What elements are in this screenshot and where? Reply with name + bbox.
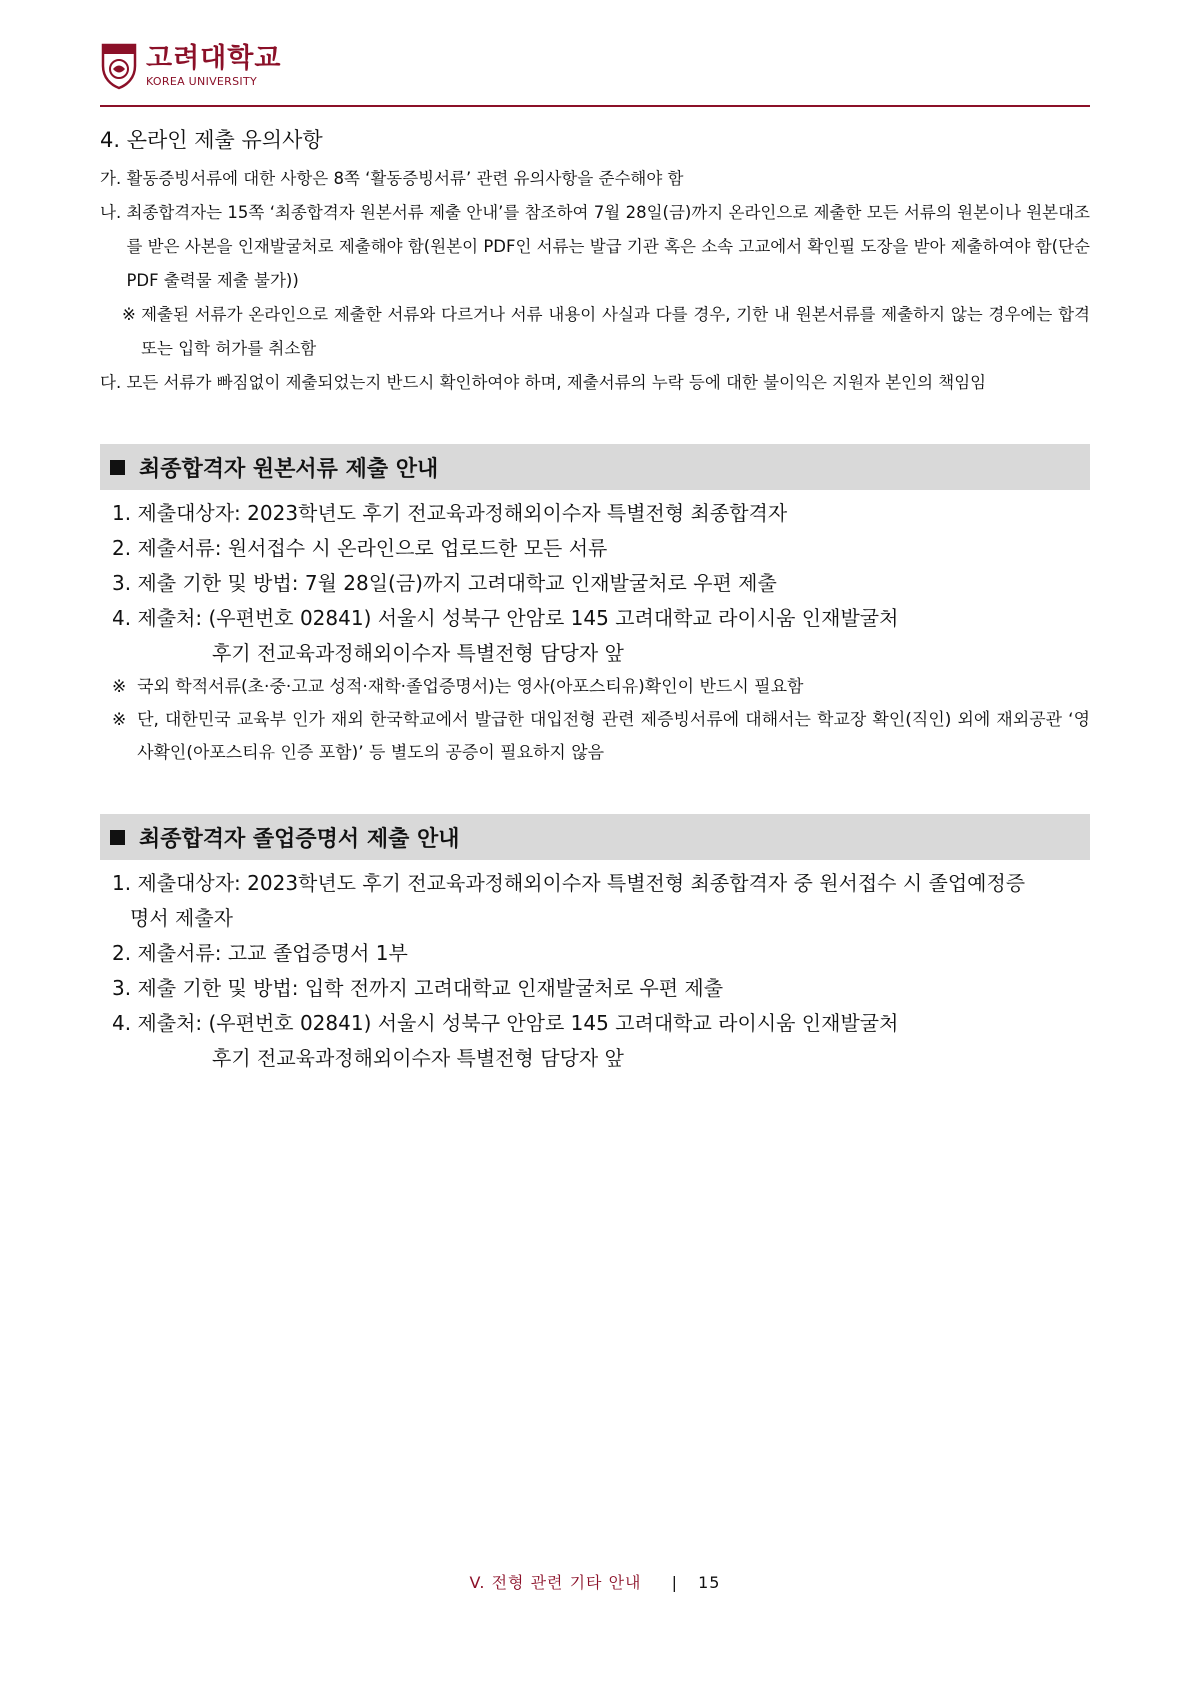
list-text: 제출서류: 원서접수 시 온라인으로 업로드한 모든 서류 [137, 536, 608, 560]
list-text: 제출 기한 및 방법: 7월 28일(금)까지 고려대학교 인재발굴처로 우편 제출 [137, 571, 777, 595]
section-header-graduation-certificate [100, 814, 1090, 860]
list-text: 제출처: (우편번호 02841) 서울시 성북구 안암로 145 고려대학교 라이시움 인재발굴처 [137, 606, 899, 630]
square-bullet-icon [110, 460, 125, 475]
note-text: 단, 대한민국 교육부 인가 재외 한국학교에서 발급한 대입전형 관련 제증빙서류에 대해서는 학교장 확인(직인) 외에 재외공관 ‘영사확인(아포스티유 인증 포함)’ 등 별도의 공증이 필요하지 않음 [137, 710, 1090, 763]
list-marker: 3. [112, 571, 138, 595]
logo-korean-name: 고려대학교 [146, 43, 282, 74]
list-marker: 나. [100, 203, 127, 222]
list-item [100, 971, 1090, 1006]
section-title: 최종합격자 원본서류 제출 안내 [139, 456, 439, 482]
address-recipient-line: 후기 전교육과정해외이수자 특별전형 담당자 앞 [212, 641, 624, 665]
page-content [100, 124, 1090, 1076]
footer-separator: | [671, 1573, 678, 1592]
page-footer [0, 1570, 1190, 1593]
list-text: 제출서류: 고교 졸업증명서 1부 [137, 941, 408, 965]
online-notes-title: 4. 온라인 제출 유의사항 [100, 128, 323, 152]
list-text: 모든 서류가 빠짐없이 제출되었는지 반드시 확인하여야 하며, 제출서류의 누락 등에 대한 불이익은 지원자 본인의 책임임 [126, 373, 987, 392]
online-notes-list [100, 162, 1090, 400]
section-title: 최종합격자 졸업증명서 제출 안내 [139, 826, 460, 852]
list-marker: 2. [112, 536, 138, 560]
list-marker: 3. [112, 976, 138, 1000]
section-header-original-documents [100, 444, 1090, 490]
logo-english-name: KOREA UNIVERSITY [146, 75, 257, 88]
list-text-continuation: 명서 제출자 [130, 906, 233, 930]
note-item [112, 671, 1090, 704]
list-text: 제출대상자: 2023학년도 후기 전교육과정해외이수자 특별전형 최종합격자 중 원서접수 시 졸업예정증 [137, 871, 1026, 895]
graduation-certificate-list [100, 866, 1090, 1076]
list-item [100, 298, 1090, 366]
note-marker: ※ [112, 677, 138, 697]
list-text: 제출된 서류가 온라인으로 제출한 서류와 다르거나 서류 내용이 사실과 다를 경우, 기한 내 원본서류를 제출하지 않는 경우에는 합격 또는 입학 허가를 취소함 [141, 305, 1090, 358]
list-item [100, 1006, 1090, 1041]
list-item [100, 936, 1090, 971]
list-text: 제출대상자: 2023학년도 후기 전교육과정해외이수자 특별전형 최종합격자 [137, 501, 788, 525]
list-item [100, 366, 1090, 400]
header-divider [100, 105, 1090, 107]
list-marker: 4. [112, 606, 138, 630]
note-item [112, 704, 1090, 770]
list-text: 제출 기한 및 방법: 입학 전까지 고려대학교 인재발굴처로 우편 제출 [137, 976, 724, 1000]
list-item [100, 496, 1090, 531]
university-logo [100, 42, 281, 90]
list-marker: 가. [100, 169, 127, 188]
list-item [100, 866, 1090, 901]
list-item [100, 162, 1090, 196]
page-number: 15 [698, 1573, 721, 1592]
list-item [100, 566, 1090, 601]
address-recipient-line: 후기 전교육과정해외이수자 특별전형 담당자 앞 [212, 1046, 624, 1070]
list-marker: ※ [122, 305, 142, 324]
footer-section-title: V. 전형 관련 기타 안내 [469, 1573, 642, 1592]
square-bullet-icon [110, 830, 125, 845]
original-documents-notes [100, 671, 1090, 770]
list-marker: 4. [112, 1011, 138, 1035]
list-marker: 다. [100, 373, 127, 392]
list-item [100, 601, 1090, 636]
note-marker: ※ [112, 710, 138, 730]
list-item [100, 196, 1090, 298]
list-text: 활동증빙서류에 대한 사항은 8쪽 ‘활동증빙서류’ 관련 유의사항을 준수해야 함 [126, 169, 684, 188]
note-text: 국외 학적서류(초·중·고교 성적·재학·졸업증명서)는 영사(아포스티유)확인이 반드시 필요함 [137, 677, 804, 697]
list-marker: 2. [112, 941, 138, 965]
list-text: 최종합격자는 15쪽 ‘최종합격자 원본서류 제출 안내’를 참조하여 7월 28일(금)까지 온라인으로 제출한 모든 서류의 원본이나 원본대조를 받은 사본을 인재발굴처로 제출해야 함(원본이 PDF인 서류는 발급 기관 혹은 소속 고교에서 확인필 도장을 받아 제출하여야 함(단순 PDF 출력물 제출 불가)) [126, 203, 1090, 290]
list-marker: 1. [112, 871, 138, 895]
university-crest-icon [100, 42, 138, 90]
list-text: 제출처: (우편번호 02841) 서울시 성북구 안암로 145 고려대학교 라이시움 인재발굴처 [137, 1011, 899, 1035]
list-marker: 1. [112, 501, 138, 525]
original-documents-list [100, 496, 1090, 671]
list-item [100, 531, 1090, 566]
